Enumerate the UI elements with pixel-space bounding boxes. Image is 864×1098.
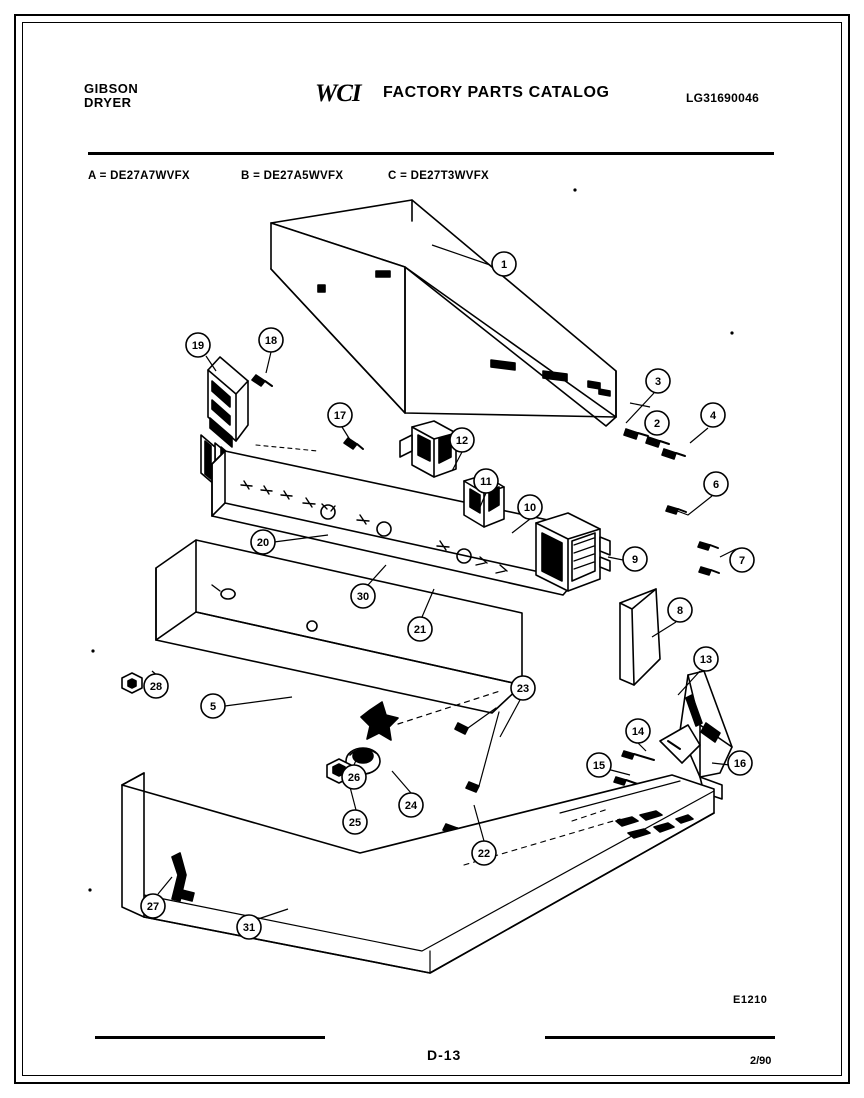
footer-rule-right xyxy=(545,1036,775,1039)
callout-number: 20 xyxy=(256,537,270,549)
callout-number: 11 xyxy=(480,476,492,488)
callout-number: 22 xyxy=(477,848,491,860)
product-type: DRYER xyxy=(84,95,132,110)
callout-number: 27 xyxy=(146,901,160,913)
callout-number: 17 xyxy=(333,410,347,422)
header-rule xyxy=(88,152,774,155)
callout-number: 31 xyxy=(242,922,256,934)
callout-number: 16 xyxy=(733,758,747,770)
exploded-parts-diagram xyxy=(60,185,804,985)
model-legend-c: C = DE27T3WVFX xyxy=(388,170,490,182)
catalog-number: LG31690046 xyxy=(686,91,760,105)
callout-number: 28 xyxy=(149,681,163,693)
callout-number: 26 xyxy=(347,772,361,784)
figure-code: E1210 xyxy=(733,994,768,1006)
callout-number: 21 xyxy=(413,624,427,636)
callout-number: 23 xyxy=(516,683,530,695)
callout-number: 3 xyxy=(654,376,662,388)
callout-number: 1 xyxy=(500,259,508,271)
brand-block xyxy=(84,82,138,110)
callout-number: 18 xyxy=(264,335,278,347)
page-number: D-13 xyxy=(427,1047,462,1063)
revision-date: 2/90 xyxy=(750,1055,772,1067)
callout-number: 8 xyxy=(676,605,684,617)
wci-logo: WCI xyxy=(315,80,361,107)
callout-number: 12 xyxy=(455,435,469,447)
callout-number: 2 xyxy=(653,418,661,430)
footer-rule-left xyxy=(95,1036,325,1039)
callout-number: 4 xyxy=(709,410,717,422)
callout-number: 24 xyxy=(404,800,418,812)
callout-number: 19 xyxy=(191,340,205,352)
model-legend-a: A = DE27A7WVFX xyxy=(88,170,190,182)
callout-number: 9 xyxy=(631,554,639,566)
callout-number: 5 xyxy=(209,701,217,713)
callout-number: 7 xyxy=(738,555,746,567)
callout-number: 14 xyxy=(631,726,645,738)
catalog-title: FACTORY PARTS CATALOG xyxy=(383,84,610,101)
callout-number: 10 xyxy=(523,502,537,514)
callout-number: 25 xyxy=(348,817,362,829)
callout-number: 13 xyxy=(699,654,713,666)
callout-number: 6 xyxy=(712,479,720,491)
callout-number: 30 xyxy=(356,591,370,603)
model-legend-b: B = DE27A5WVFX xyxy=(241,170,344,182)
callout-number: 15 xyxy=(592,760,606,772)
brand-name: GIBSON xyxy=(84,81,139,96)
